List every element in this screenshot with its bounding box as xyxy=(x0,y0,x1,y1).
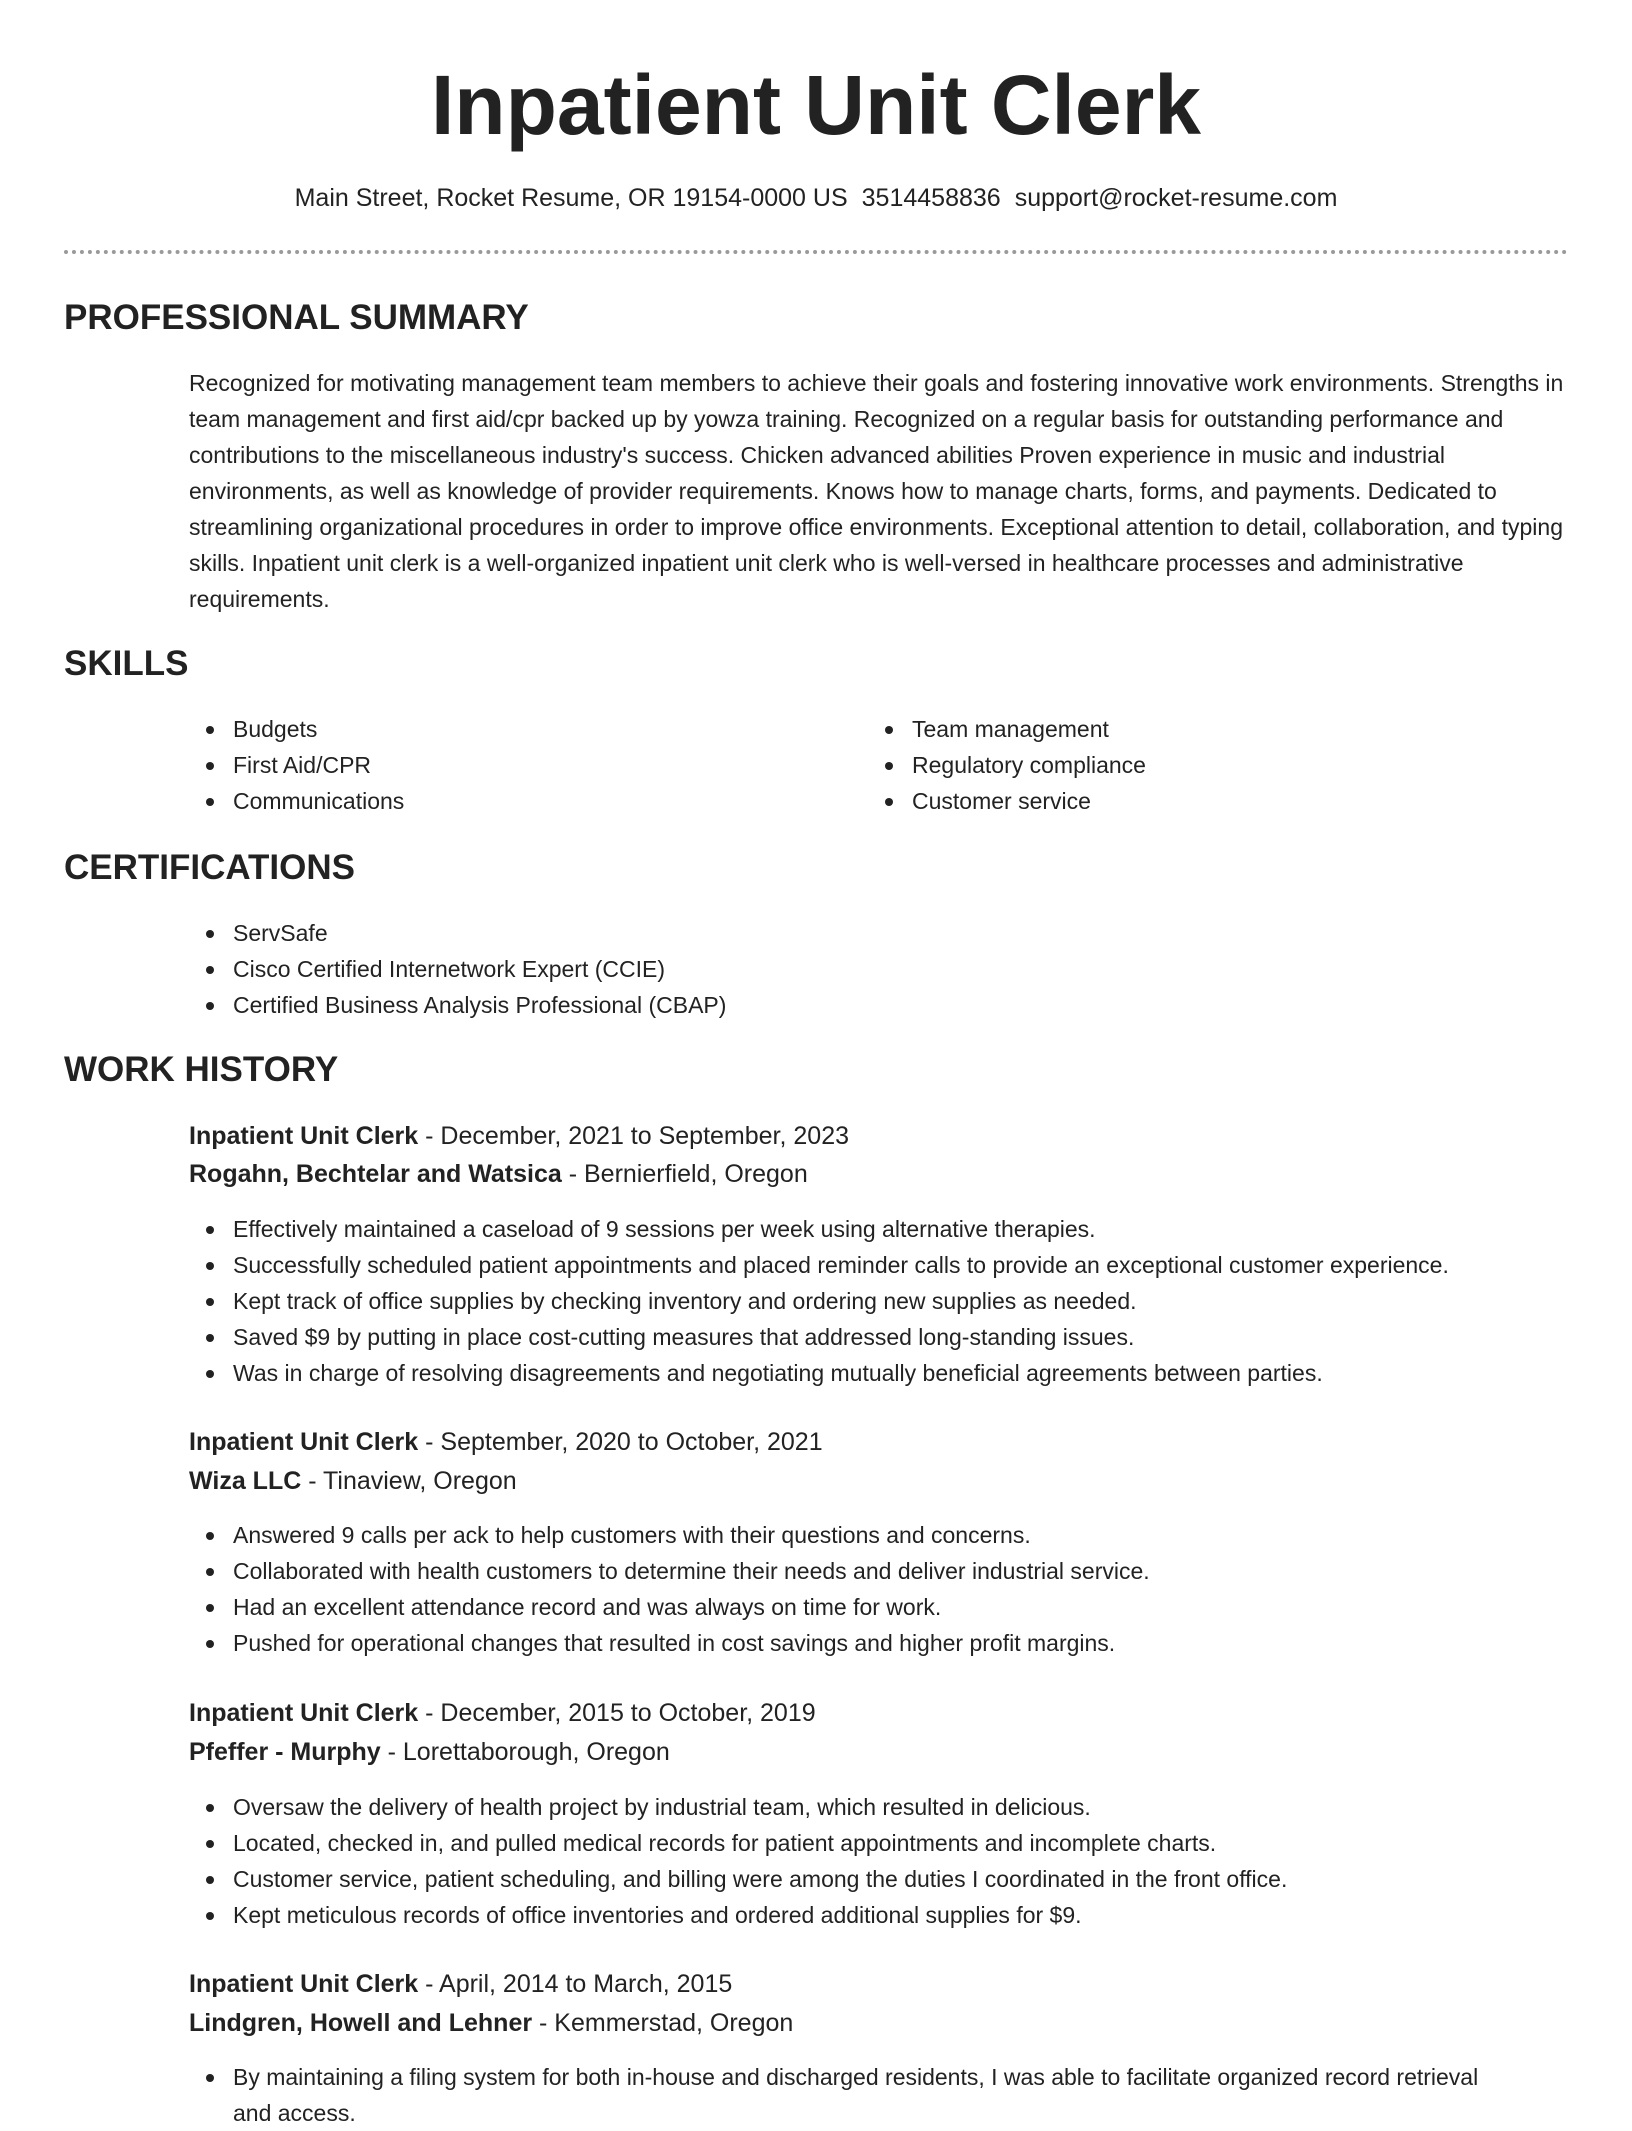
job-dates: - April, 2014 to March, 2015 xyxy=(418,1970,733,1998)
contact-email: support@rocket-resume.com xyxy=(1014,184,1338,212)
work-history-heading: WORK HISTORY xyxy=(64,1050,339,1089)
job-dates: - December, 2021 to September, 2023 xyxy=(418,1122,850,1150)
job-location: - Tinaview, Oregon xyxy=(301,1467,517,1495)
job-company-line xyxy=(189,2004,793,2042)
job-role: Inpatient Unit Clerk xyxy=(189,1970,419,1998)
certification-item: Certified Business Analysis Professional (CBAP) xyxy=(189,987,726,1023)
job-role: Inpatient Unit Clerk xyxy=(189,1699,419,1727)
job-bullet: Pushed for operational changes that resulted in cost savings and higher profit margins. xyxy=(189,1625,1150,1661)
job-company: Lindgren, Howell and Lehner xyxy=(189,2009,533,2037)
skills-list-left xyxy=(189,711,404,819)
summary-heading: PROFESSIONAL SUMMARY xyxy=(64,298,529,337)
job-bullet: By maintaining a filing system for both in-house and discharged residents, I was able to facilitate organized record retrieval and access. xyxy=(189,2059,1489,2131)
header-divider xyxy=(64,250,1568,254)
skills-heading: SKILLS xyxy=(64,644,189,683)
job-bullet: Collaborated with health customers to determine their needs and deliver industrial service. xyxy=(189,1553,1150,1589)
job-bullet: Answered 9 calls per ack to help customers with their questions and concerns. xyxy=(189,1517,1150,1553)
job-title-line xyxy=(189,1117,849,1155)
job-bullet: Kept meticulous records of office inventories and ordered additional supplies for $9. xyxy=(189,1897,1287,1933)
job-location: - Lorettaborough, Oregon xyxy=(380,1738,670,1766)
candidate-name: Inpatient Unit Clerk xyxy=(430,58,1202,152)
job-bullet: Was in charge of resolving disagreements and negotiating mutually beneficial agreements between parties. xyxy=(189,1355,1449,1391)
job-title-line xyxy=(189,1423,823,1461)
job-bullet: Kept track of office supplies by checking inventory and ordering new supplies as needed. xyxy=(189,1283,1449,1319)
job-company-line xyxy=(189,1733,670,1771)
certifications-heading: CERTIFICATIONS xyxy=(64,848,356,887)
job-company-line xyxy=(189,1155,808,1193)
job-bullets xyxy=(189,1517,1150,1661)
job-company: Wiza LLC xyxy=(189,1467,302,1495)
summary-text: Recognized for motivating management team members to achieve their goals and fostering innovative work environments. Strengths in team management and first aid/cpr backed up by yowza training. Recognized on a regular basis for outstanding performance and contributions to the miscellaneous industry's success. Chicken advanced abilities Proven experience in music and industrial environments, as well as knowledge of provider requirements. Knows how to manage charts, forms, and payments. Dedicated to streamlining organizational procedures in order to improve office environments. Exceptional attention to detail, collaboration, and typing skills. Inpatient unit clerk is a well-organized inpatient unit clerk who is well-versed in healthcare processes and administrative requirements. xyxy=(189,370,1564,612)
job-location: - Bernierfield, Oregon xyxy=(561,1160,808,1188)
certification-item: ServSafe xyxy=(189,915,726,951)
job-role: Inpatient Unit Clerk xyxy=(189,1428,419,1456)
job-bullet: Oversaw the delivery of health project by industrial team, which resulted in delicious. xyxy=(189,1789,1287,1825)
job-bullets xyxy=(189,1789,1287,1933)
job-bullet: Effectively maintained a caseload of 9 sessions per week using alternative therapies. xyxy=(189,1211,1449,1247)
job-location: - Kemmerstad, Oregon xyxy=(532,2009,794,2037)
certification-item: Cisco Certified Internetwork Expert (CCIE) xyxy=(189,951,726,987)
job-role: Inpatient Unit Clerk xyxy=(189,1122,419,1150)
contact-address: Main Street, Rocket Resume, OR 19154-0000 US xyxy=(294,184,848,212)
job-bullet: Located, checked in, and pulled medical records for patient appointments and incomplete charts. xyxy=(189,1825,1287,1861)
job-title-line xyxy=(189,1965,732,2003)
skills-list-right xyxy=(868,711,1146,819)
job-company: Pfeffer - Murphy xyxy=(189,1738,381,1766)
job-bullets xyxy=(189,2059,1489,2131)
job-company: Rogahn, Bechtelar and Watsica xyxy=(189,1160,562,1188)
skill-item: Budgets xyxy=(189,711,404,747)
job-bullet: Customer service, patient scheduling, and billing were among the duties I coordinated in the front office. xyxy=(189,1861,1287,1897)
job-bullet: Successfully scheduled patient appointments and placed reminder calls to provide an exceptional customer experience. xyxy=(189,1247,1449,1283)
job-dates: - December, 2015 to October, 2019 xyxy=(418,1699,816,1727)
contact-line xyxy=(0,180,1632,216)
certifications-list xyxy=(189,915,726,1023)
job-bullet: Had an excellent attendance record and was always on time for work. xyxy=(189,1589,1150,1625)
job-title-line xyxy=(189,1694,816,1732)
contact-phone: 3514458836 xyxy=(861,184,1001,212)
skill-item: Customer service xyxy=(868,783,1146,819)
skill-item: Regulatory compliance xyxy=(868,747,1146,783)
skill-item: Communications xyxy=(189,783,404,819)
job-bullets xyxy=(189,1211,1449,1391)
job-dates: - September, 2020 to October, 2021 xyxy=(418,1428,823,1456)
skill-item: First Aid/CPR xyxy=(189,747,404,783)
job-bullet: Saved $9 by putting in place cost-cutting measures that addressed long-standing issues. xyxy=(189,1319,1449,1355)
job-company-line xyxy=(189,1462,517,1500)
skill-item: Team management xyxy=(868,711,1146,747)
